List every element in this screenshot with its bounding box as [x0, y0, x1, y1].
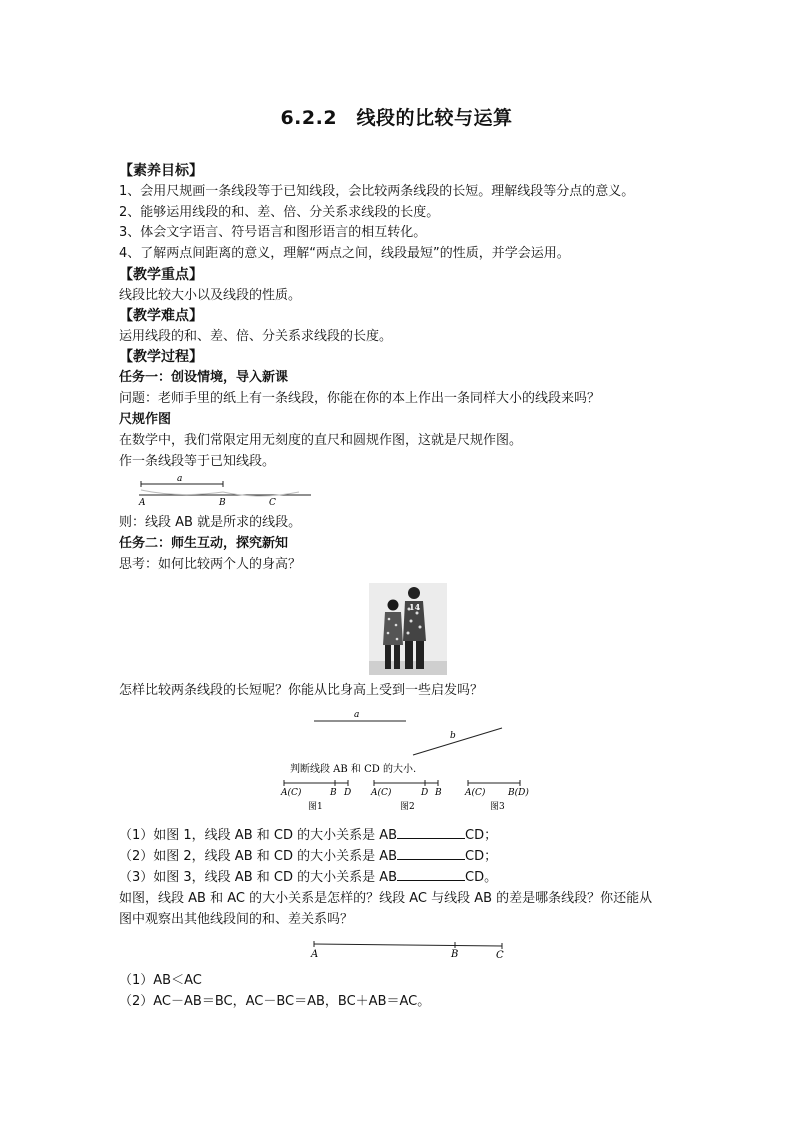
question-1: （1）如图 1，线段 AB 和 CD 的大小关系是 AB CD；: [119, 828, 498, 843]
process-heading: 【教学过程】: [119, 349, 203, 365]
page-title: 6.2.2 线段的比较与运算: [280, 107, 513, 129]
label-C: C: [496, 950, 504, 961]
svg-text:A(C): A(C): [281, 788, 302, 798]
label-A: A: [139, 498, 146, 508]
label-A: A: [311, 949, 319, 960]
svg-text:B(D): B(D): [508, 788, 529, 798]
label-a: a: [354, 710, 360, 720]
svg-text:14: 14: [409, 602, 421, 612]
then-text: 则：线段 AB 就是所求的线段。: [119, 515, 302, 530]
label-B: B: [219, 498, 226, 508]
height-comparison-photo: [369, 583, 447, 675]
how-text: 怎样比较两条线段的长短呢？你能从比身高上受到一些启发吗？: [119, 683, 484, 698]
answer-1: （1）AB＜AC: [119, 973, 202, 988]
fig2-caption: 判断线段 AB 和 CD 的大小.: [290, 764, 417, 775]
svg-text:D: D: [421, 788, 429, 798]
question1-text: 问题：老师手里的纸上有一条线段，你能在你的本上作出一条同样大小的线段来吗？: [119, 391, 601, 406]
key-heading: 【教学重点】: [119, 267, 203, 283]
label-B: B: [451, 949, 459, 960]
label-C: C: [269, 498, 276, 508]
label-a: a: [177, 474, 183, 484]
fig2-label-1: 图1: [308, 802, 323, 812]
goals-heading: 【素养目标】: [119, 163, 203, 179]
goal-item: 1、会用尺规画一条线段等于已知线段，会比较两条线段的长短。理解线段等分点的意义。: [119, 184, 635, 199]
construction-figure: [119, 470, 319, 510]
svg-text:B: B: [435, 788, 442, 798]
label-b: b: [450, 731, 456, 741]
question-2: （2）如图 2，线段 AB 和 CD 的大小关系是 AB CD；: [119, 849, 498, 864]
answer-2: （2）AC－AB＝BC，AC－BC＝AB，BC＋AB＝AC。: [119, 994, 431, 1009]
task2-heading: 任务二：师生互动，探究新知: [119, 536, 289, 551]
difficulty-heading: 【教学难点】: [119, 308, 203, 324]
question-3: （3）如图 3，线段 AB 和 CD 的大小关系是 AB CD。: [119, 870, 498, 885]
goal-item: 3、体会文字语言、符号语言和图形语言的相互转化。: [119, 225, 427, 240]
goal-item: 4、了解两点间距离的意义，理解“两点之间，线段最短”的性质，并学会运用。: [119, 246, 570, 261]
comparison-figure: [278, 705, 540, 813]
svg-text:D: D: [344, 788, 352, 798]
think-text: 思考：如何比较两个人的身高？: [119, 557, 302, 572]
ruler-heading: 尺规作图: [119, 412, 172, 427]
paragraph-line: 如图，线段 AB 和 AC 的大小关系是怎样的？线段 AC 与线段 AB 的差是哪条线段？你还能从: [119, 891, 653, 906]
difficulty-text: 运用线段的和、差、倍、分关系求线段的长度。: [119, 329, 393, 344]
answer-blank[interactable]: [397, 847, 465, 860]
construct-text: 作一条线段等于已知线段。: [119, 454, 276, 469]
key-text: 线段比较大小以及线段的性质。: [119, 288, 302, 303]
answer-blank[interactable]: [397, 868, 465, 881]
fig2-label-3: 图3: [490, 802, 505, 812]
svg-text:A(C): A(C): [371, 788, 392, 798]
ruler-text: 在数学中，我们常限定用无刻度的直尺和圆规作图，这就是尺规作图。: [119, 433, 523, 448]
task1-heading: 任务一：创设情境，导入新课: [119, 370, 289, 385]
svg-text:A(C): A(C): [465, 788, 486, 798]
goal-item: 2、能够运用线段的和、差、倍、分关系求线段的长度。: [119, 205, 440, 220]
svg-text:B: B: [330, 788, 337, 798]
paragraph-line: 图中观察出其他线段间的和、差关系吗？: [119, 912, 354, 927]
fig2-label-2: 图2: [400, 802, 415, 812]
answer-blank[interactable]: [397, 826, 465, 839]
abc-segment-figure: [306, 935, 516, 961]
